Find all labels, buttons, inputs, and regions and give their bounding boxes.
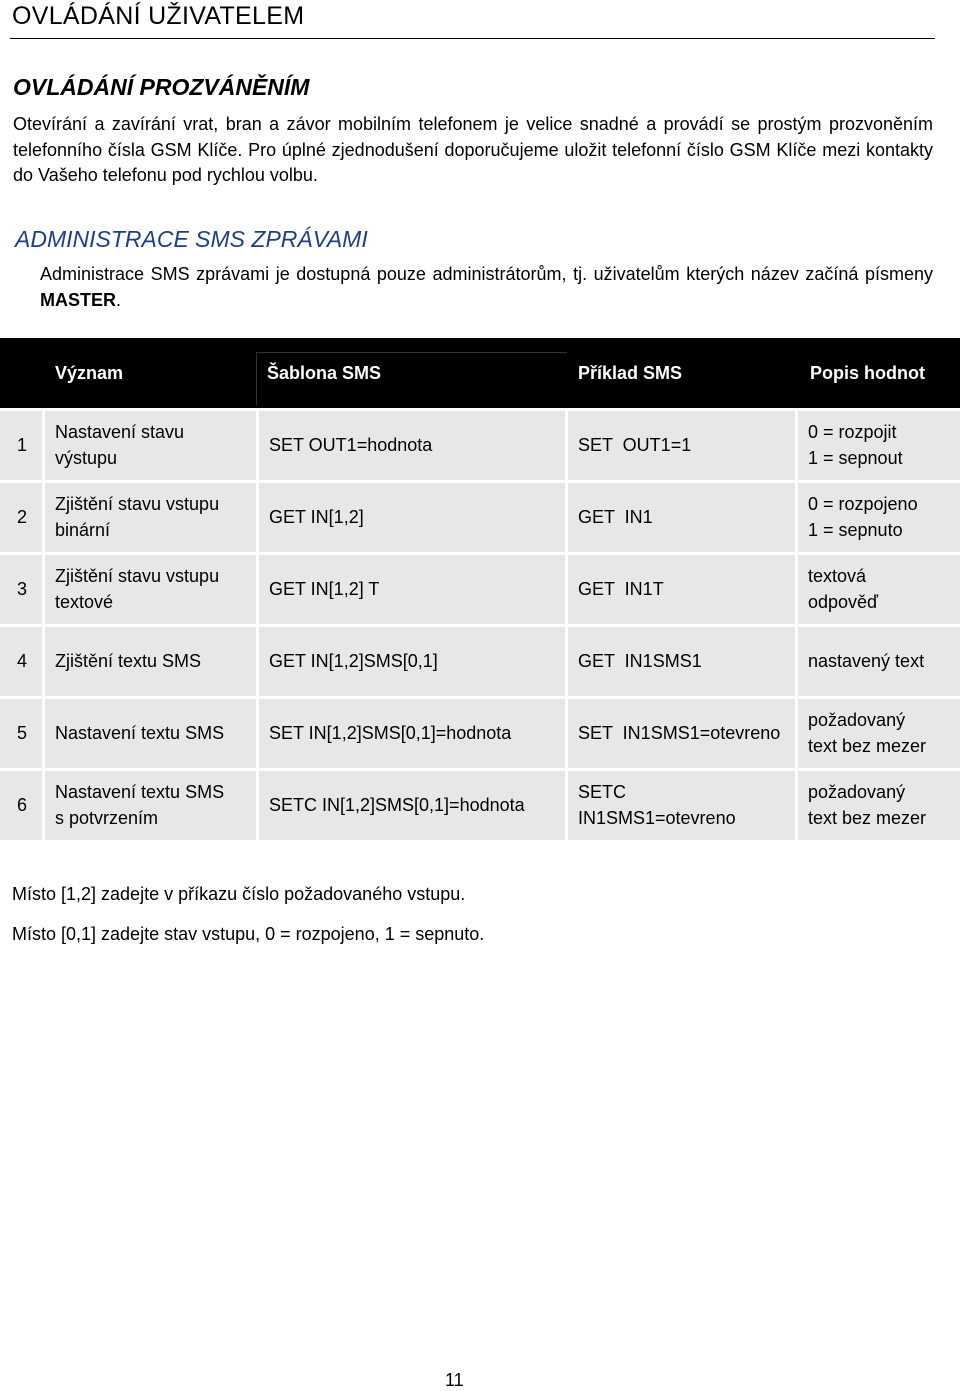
cell-meaning — [45, 627, 256, 696]
cell-line: GET IN1T — [578, 578, 664, 599]
cell-line: text bez mezer — [808, 807, 927, 828]
cell-values-text — [808, 780, 926, 831]
cell-number-text: 3 — [17, 578, 28, 599]
cell-line: SET OUT1=1 — [578, 434, 692, 455]
section-text-sms — [40, 262, 933, 313]
cell-example — [568, 411, 795, 480]
cell-line: Nastavení stavu — [55, 422, 185, 442]
cell-line: GET IN[1,2]SMS[0,1] — [269, 650, 438, 671]
cell-example-text — [578, 433, 691, 459]
table-row — [0, 483, 960, 555]
cell-meaning — [45, 771, 256, 840]
cell-line: SETC — [578, 782, 627, 802]
cell-number-text: 4 — [17, 650, 28, 671]
cell-template-text — [269, 577, 379, 603]
cell-meaning — [45, 699, 256, 768]
cell-line: IN1SMS1=otevreno — [578, 807, 736, 828]
cell-number — [0, 411, 42, 480]
cell-template-text — [269, 793, 525, 819]
page-title: OVLÁDÁNÍ UŽIVATELEM — [12, 2, 305, 30]
table-row — [0, 627, 960, 699]
header-values: Popis hodnot — [810, 363, 925, 383]
cell-line: SET IN1SMS1=otevreno — [578, 722, 781, 743]
cell-template-text — [269, 721, 511, 747]
cell-meaning — [45, 555, 256, 624]
page-number: 11 — [445, 1370, 464, 1390]
cell-number — [0, 699, 42, 768]
cell-number-text: 6 — [17, 794, 28, 815]
cell-line: text bez mezer — [808, 735, 927, 756]
cell-line: nastavený text — [808, 650, 925, 671]
section-heading-sms: ADMINISTRACE SMS ZPRÁVAMI — [15, 226, 368, 252]
cell-line: Zjištění textu SMS — [55, 650, 202, 671]
cell-values — [798, 483, 960, 552]
note-input: Místo [1,2] zadejte v příkazu číslo požadovaného vstupu. — [12, 884, 466, 904]
table-row — [0, 699, 960, 771]
cell-line: 1 = sepnuto — [808, 519, 903, 540]
cell-line: GET IN[1,2] — [269, 506, 364, 527]
cell-line: Nastavení textu SMS — [55, 782, 225, 802]
cell-meaning-text — [55, 420, 184, 471]
cell-line: odpověď — [808, 591, 879, 612]
cell-template — [259, 483, 565, 552]
cell-example — [568, 771, 795, 840]
cell-example-text — [578, 649, 702, 675]
cell-line: Zjištění stavu vstupu — [55, 494, 220, 514]
cell-line: požadovaný — [808, 710, 906, 730]
cell-example-text — [578, 780, 736, 831]
cell-template — [259, 699, 565, 768]
cell-values — [798, 555, 960, 624]
cell-number-text: 2 — [17, 506, 28, 527]
table-row — [0, 411, 960, 483]
section-heading-call: OVLÁDÁNÍ PROZVÁNĚNÍM — [13, 74, 310, 100]
cell-line: s potvrzením — [55, 807, 159, 828]
cell-values — [798, 771, 960, 840]
cell-line: SETC IN[1,2]SMS[0,1]=hodnota — [269, 794, 525, 815]
header-template: Šablona SMS — [267, 363, 382, 383]
cell-line: Nastavení textu SMS — [55, 722, 225, 743]
header-example: Příklad SMS — [578, 363, 683, 383]
cell-number-text: 5 — [17, 722, 28, 743]
table-row — [0, 771, 960, 843]
cell-example-text — [578, 505, 653, 531]
cell-number — [0, 483, 42, 552]
cell-template-text — [269, 649, 438, 675]
sms-text-after: . — [116, 289, 122, 310]
cell-values — [798, 411, 960, 480]
cell-line: požadovaný — [808, 782, 906, 802]
cell-template-text — [269, 505, 364, 531]
cell-meaning — [45, 411, 256, 480]
title-divider — [10, 38, 935, 39]
cell-example — [568, 555, 795, 624]
cell-example — [568, 627, 795, 696]
cell-values-text — [808, 564, 878, 615]
cell-line: Zjištění stavu vstupu — [55, 566, 220, 586]
cell-values-text — [808, 492, 918, 543]
cell-example — [568, 483, 795, 552]
cell-template — [259, 627, 565, 696]
cell-number — [0, 627, 42, 696]
cell-values — [798, 699, 960, 768]
header-meaning: Význam — [55, 363, 124, 383]
cell-meaning-text — [55, 649, 201, 675]
cell-template — [259, 411, 565, 480]
cell-line: SET OUT1=hodnota — [269, 434, 433, 455]
note-state: Místo [0,1] zadejte stav vstupu, 0 = rozpojeno, 1 = sepnuto. — [12, 924, 485, 944]
cell-template — [259, 555, 565, 624]
cell-template — [259, 771, 565, 840]
cell-template-text — [269, 433, 432, 459]
cell-line: GET IN1SMS1 — [578, 650, 702, 671]
sms-text-master: MASTER — [40, 289, 116, 310]
table-header — [0, 338, 960, 408]
cell-meaning-text — [55, 780, 224, 831]
table-row — [0, 555, 960, 627]
cell-line: 0 = rozpojeno — [808, 494, 918, 514]
cell-line: GET IN[1,2] T — [269, 578, 380, 599]
cell-meaning-text — [55, 492, 219, 543]
cell-values-text — [808, 649, 924, 675]
table-body — [0, 408, 960, 843]
cell-meaning — [45, 483, 256, 552]
sms-text-before: Administrace SMS zprávami je dostupná pouze administrátorům, tj. uživatelům kterých název začíná písmeny — [40, 264, 933, 284]
cell-line: výstupu — [55, 447, 118, 468]
cell-line: binární — [55, 519, 111, 540]
cell-values-text — [808, 420, 903, 471]
cell-example-text — [578, 721, 780, 747]
cell-line: GET IN1 — [578, 506, 653, 527]
cell-number-text: 1 — [17, 434, 28, 455]
cell-line: textové — [55, 591, 114, 612]
cell-meaning-text — [55, 564, 219, 615]
cell-line: textová — [808, 566, 867, 586]
cell-line: SET IN[1,2]SMS[0,1]=hodnota — [269, 722, 512, 743]
cell-example-text — [578, 577, 664, 603]
sms-commands-table — [0, 338, 960, 843]
section-text-call: Otevírání a zavírání vrat, bran a závor mobilním telefonem je velice snadné a provádí se prostým prozvoněním telefonního čísla GSM Klíče. Pro úplné zjednodušení doporučujeme uložit telefonní číslo GSM Klíče mezi kontakty do Vašeho telefonu pod rychlou volbu. — [13, 114, 933, 185]
cell-number — [0, 555, 42, 624]
cell-meaning-text — [55, 721, 224, 747]
cell-number — [0, 771, 42, 840]
cell-line: 1 = sepnout — [808, 447, 903, 468]
cell-example — [568, 699, 795, 768]
cell-values-text — [808, 708, 926, 759]
cell-values — [798, 627, 960, 696]
cell-line: 0 = rozpojit — [808, 422, 897, 442]
